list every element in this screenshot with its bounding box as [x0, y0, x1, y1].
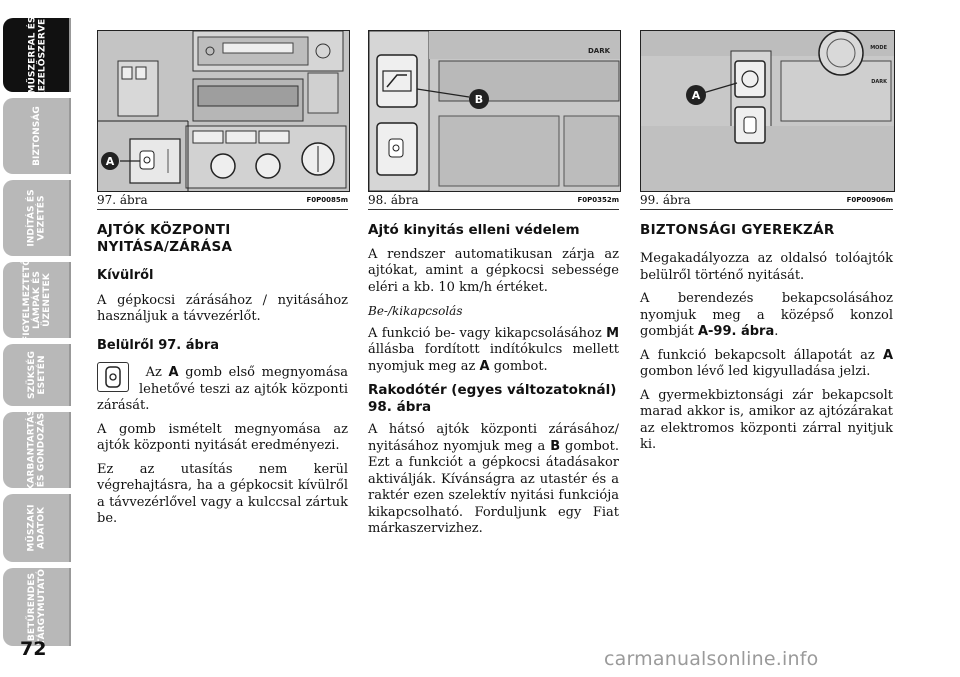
italic-subheading: Be-/kikapcsolás [368, 304, 463, 318]
dashboard-console-illustration [98, 31, 349, 191]
dark-label: DARK [587, 47, 611, 55]
figure-97 [97, 30, 350, 192]
callout-a-label: A [691, 89, 701, 102]
caption-code: F0P00906m [846, 196, 893, 204]
callout-b-label: B [474, 93, 484, 106]
dashboard-switch-illustration [369, 31, 620, 191]
caption-rule [368, 209, 619, 210]
watermark: carmanualsonline.info [604, 648, 819, 670]
paragraph: A funkció bekapcsolt állapotát az A gombon lévő led kigyulladása jelzi. [640, 347, 893, 379]
paragraph: Ez az utasítás nem kerül végrehajtásra, ha a gépkocsit kívülről a távvezérlővel vagy a kulccsal zártuk be. [97, 461, 348, 526]
tab-figyelmezteto[interactable]: FIGYELMEZTETŐ LÁMPÁK ÉS ÜZENETEK [3, 262, 71, 338]
paragraph: Az A gomb első megnyomása lehetővé teszi az ajtók központi zárását. [97, 362, 348, 415]
center-console-illustration [641, 31, 894, 191]
subheading-outside: Kívülről [97, 268, 154, 283]
lock-button-icon [97, 362, 129, 392]
dark-label: DARK [871, 79, 887, 85]
caption-code: F0P0085m [306, 196, 348, 204]
tab-karbantartas[interactable]: KARBANTARTÁS ÉS GONDOZÁS [3, 412, 71, 488]
subheading-inside: Belülről 97. ábra [97, 337, 220, 353]
figure-98-caption [368, 193, 619, 207]
column-anti-opening [368, 222, 619, 545]
column-child-lock [640, 222, 893, 461]
paragraph: A hátsó ajtók központi zárásához/ nyitásához nyomjuk meg a B gombot. Ezt a funkciót a gépkocsi átadásakor aktiválják. Kívánságra az utastér és a raktér ezen szelektív nyitási funkciója kikapcsolható. Forduljunk egy Fiat márkaszervizhez. [368, 422, 619, 536]
tab-szukseg[interactable]: SZÜKSÉG ESETÉN [3, 344, 71, 406]
figure-99 [640, 30, 895, 192]
paragraph: A berendezés bekapcsolásához nyomjuk meg a középső konzol gombját A-99. ábra. [640, 291, 893, 339]
tab-betrendes[interactable]: BETŰRENDES TÁRGYMUTATÓ [3, 568, 71, 646]
figure-99-caption [640, 193, 893, 207]
caption-text: 97. ábra [97, 193, 148, 207]
column-central-locking [97, 222, 348, 535]
section-heading-cargo: Rakodótér (egyes változatoknál) 98. ábra [368, 382, 617, 415]
caption-rule [97, 209, 348, 210]
figure-98 [368, 30, 621, 192]
page-number: 72 [20, 638, 47, 660]
tab-muszerfal[interactable]: MŰSZERFAL ÉS KEZELŐSZERVEK [3, 18, 71, 92]
paragraph: A gépkocsi zárásához / nyitásához használjuk a távvezérlőt. [97, 292, 348, 324]
tab-muszaki[interactable]: MŰSZAKI ADATOK [3, 494, 71, 562]
section-heading: AJTÓK KÖZPONTI NYITÁSA/ZÁRÁSA [97, 222, 233, 255]
figure-97-caption [97, 193, 348, 207]
caption-rule [640, 209, 893, 210]
caption-text: 99. ábra [640, 193, 691, 207]
paragraph: A gomb ismételt megnyomása az ajtók központi nyitását eredményezi. [97, 421, 348, 453]
tab-inditas[interactable]: INDÍTÁS ÉS VEZETÉS [3, 180, 71, 256]
tab-biztonsag[interactable]: BIZTONSÁG [3, 98, 71, 174]
caption-text: 98. ábra [368, 193, 419, 207]
section-heading: Ajtó kinyitás elleni védelem [368, 222, 580, 238]
paragraph: A funkció be- vagy kikapcsolásához M állásba fordított indítókulcs mellett nyomjuk meg az A gombot. [368, 325, 619, 374]
section-heading: BIZTONSÁGI GYEREKZÁR [640, 222, 835, 238]
paragraph: A rendszer automatikusan zárja az ajtókat, amint a gépkocsi sebessége eléri a kb. 10 km/h értéket. [368, 246, 619, 295]
caption-code: F0P0352m [577, 196, 619, 204]
paragraph: Megakadályozza az oldalsó tolóajtók belülről történő nyitását. [640, 251, 893, 283]
mode-label: MODE [870, 45, 887, 51]
paragraph: A gyermekbiztonsági zár bekapcsolt marad akkor is, amikor az ajtózárakat az elektromos központi zárral nyitjuk ki. [640, 387, 893, 452]
callout-a-label: A [105, 155, 115, 168]
